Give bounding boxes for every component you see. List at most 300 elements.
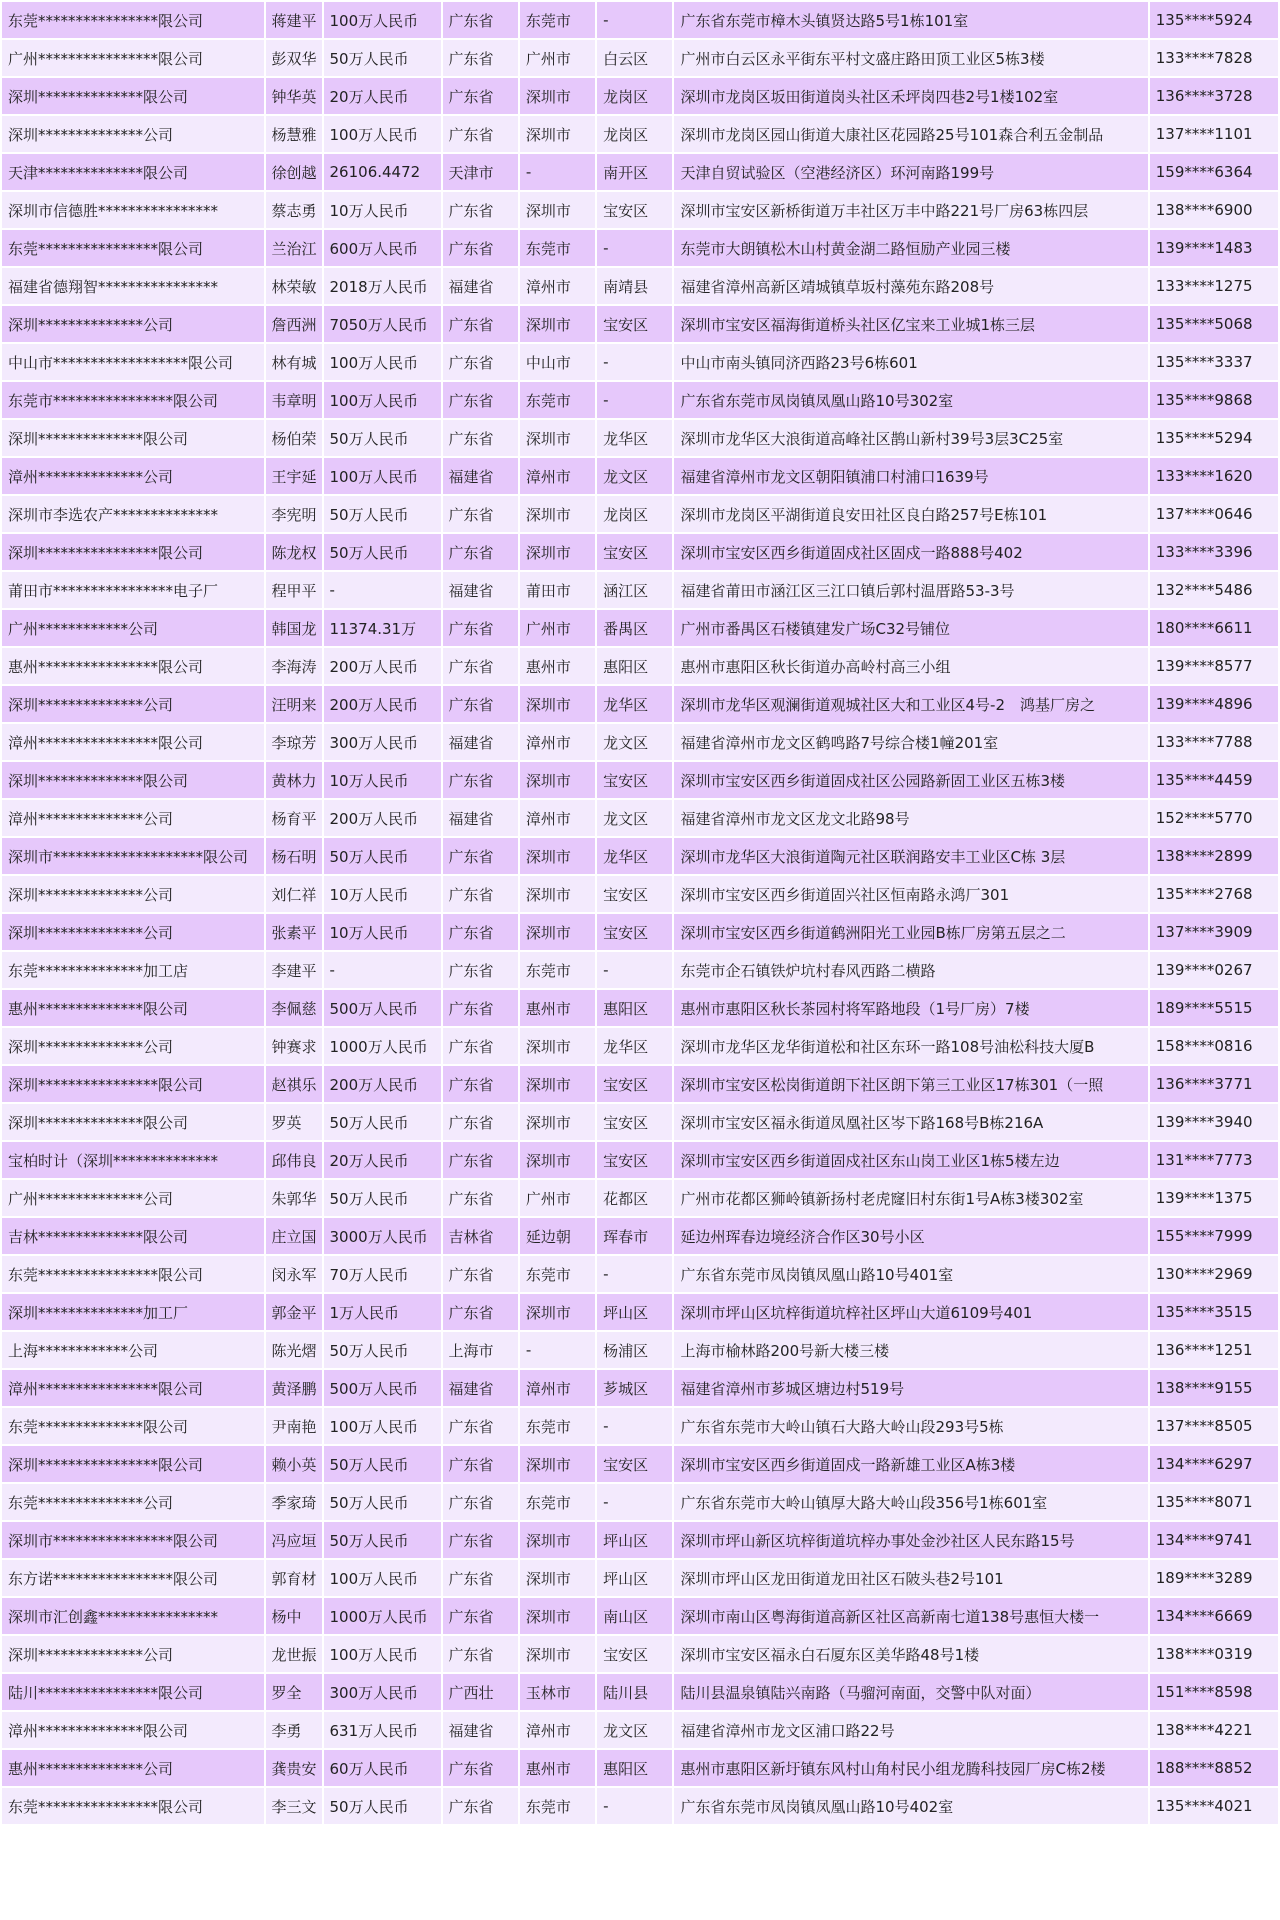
province-cell: 上海市 <box>443 1332 518 1368</box>
table-row <box>2 762 1278 798</box>
company-name-cell: 广州**************公司 <box>2 1180 264 1216</box>
province-cell: 福建省 <box>443 1370 518 1406</box>
legal-person-cell: 郭金平 <box>266 1294 322 1330</box>
city-cell: 延边朝 <box>520 1218 595 1254</box>
district-cell: 宝安区 <box>597 306 672 342</box>
registered-capital-cell: - <box>324 952 441 988</box>
table-row <box>2 1370 1278 1406</box>
company-name-cell: 深圳**************公司 <box>2 1636 264 1672</box>
phone-cell: 137****1101 <box>1150 116 1278 152</box>
district-cell: 龙文区 <box>597 724 672 760</box>
company-name-cell: 深圳****************限公司 <box>2 1066 264 1102</box>
province-cell: 广东省 <box>443 1750 518 1786</box>
registered-capital-cell: 500万人民币 <box>324 990 441 1026</box>
registered-capital-cell: 50万人民币 <box>324 1446 441 1482</box>
company-name-cell: 惠州****************限公司 <box>2 648 264 684</box>
phone-cell: 139****1375 <box>1150 1180 1278 1216</box>
table-row <box>2 1674 1278 1710</box>
district-cell: 宝安区 <box>597 1142 672 1178</box>
table-row <box>2 1560 1278 1596</box>
phone-cell: 139****4896 <box>1150 686 1278 722</box>
registered-capital-cell: 20万人民币 <box>324 78 441 114</box>
table-row <box>2 344 1278 380</box>
province-cell: 天津市 <box>443 154 518 190</box>
city-cell: 漳州市 <box>520 268 595 304</box>
company-name-cell: 陆川****************限公司 <box>2 1674 264 1710</box>
district-cell: 南靖县 <box>597 268 672 304</box>
legal-person-cell: 李勇 <box>266 1712 322 1748</box>
address-cell: 广东省东莞市凤岗镇凤凰山路10号401室 <box>674 1256 1147 1292</box>
address-cell: 东莞市企石镇铁炉坑村春风西路二横路 <box>674 952 1147 988</box>
legal-person-cell: 罗英 <box>266 1104 322 1140</box>
company-name-cell: 吉林**************限公司 <box>2 1218 264 1254</box>
district-cell: - <box>597 1408 672 1444</box>
registered-capital-cell: 100万人民币 <box>324 1408 441 1444</box>
city-cell: 深圳市 <box>520 78 595 114</box>
table-row <box>2 1598 1278 1634</box>
province-cell: 广东省 <box>443 1522 518 1558</box>
legal-person-cell: 林有城 <box>266 344 322 380</box>
legal-person-cell: 邱伟良 <box>266 1142 322 1178</box>
table-row <box>2 230 1278 266</box>
address-cell: 陆川县温泉镇陆兴南路（马骝河南面，交警中队对面） <box>674 1674 1147 1710</box>
province-cell: 广东省 <box>443 2 518 38</box>
city-cell: 深圳市 <box>520 534 595 570</box>
table-row <box>2 1218 1278 1254</box>
company-name-cell: 东方诺****************限公司 <box>2 1560 264 1596</box>
table-row <box>2 1408 1278 1444</box>
city-cell: 深圳市 <box>520 1028 595 1064</box>
company-name-cell: 深圳****************限公司 <box>2 1446 264 1482</box>
province-cell: 广东省 <box>443 648 518 684</box>
company-name-cell: 漳州**************限公司 <box>2 1712 264 1748</box>
address-cell: 深圳市龙岗区平湖街道良安田社区良白路257号E栋101 <box>674 496 1147 532</box>
district-cell: 龙文区 <box>597 1712 672 1748</box>
legal-person-cell: 杨伯荣 <box>266 420 322 456</box>
phone-cell: 133****3396 <box>1150 534 1278 570</box>
legal-person-cell: 王宇延 <box>266 458 322 494</box>
district-cell: 陆川县 <box>597 1674 672 1710</box>
district-cell: 宝安区 <box>597 1104 672 1140</box>
address-cell: 深圳市宝安区西乡街道固兴社区恒南路永鸿厂301 <box>674 876 1147 912</box>
district-cell: 坪山区 <box>597 1294 672 1330</box>
city-cell: 深圳市 <box>520 914 595 950</box>
phone-cell: 134****6297 <box>1150 1446 1278 1482</box>
company-name-cell: 深圳**************公司 <box>2 1028 264 1064</box>
address-cell: 上海市榆林路200号新大楼三楼 <box>674 1332 1147 1368</box>
city-cell: 东莞市 <box>520 382 595 418</box>
phone-cell: 133****7828 <box>1150 40 1278 76</box>
city-cell: 广州市 <box>520 40 595 76</box>
phone-cell: 135****3515 <box>1150 1294 1278 1330</box>
city-cell: 东莞市 <box>520 1484 595 1520</box>
legal-person-cell: 韩国龙 <box>266 610 322 646</box>
legal-person-cell: 韦章明 <box>266 382 322 418</box>
table-row <box>2 876 1278 912</box>
phone-cell: 138****0319 <box>1150 1636 1278 1672</box>
legal-person-cell: 李三文 <box>266 1788 322 1824</box>
phone-cell: 135****9868 <box>1150 382 1278 418</box>
city-cell: 深圳市 <box>520 838 595 874</box>
table-row <box>2 268 1278 304</box>
district-cell: 南山区 <box>597 1598 672 1634</box>
phone-cell: 138****6900 <box>1150 192 1278 228</box>
phone-cell: 130****2969 <box>1150 1256 1278 1292</box>
legal-person-cell: 彭双华 <box>266 40 322 76</box>
table-row <box>2 116 1278 152</box>
phone-cell: 137****3909 <box>1150 914 1278 950</box>
phone-cell: 139****3940 <box>1150 1104 1278 1140</box>
legal-person-cell: 龚贵安 <box>266 1750 322 1786</box>
city-cell: 深圳市 <box>520 496 595 532</box>
phone-cell: 135****8071 <box>1150 1484 1278 1520</box>
company-name-cell: 深圳**************公司 <box>2 686 264 722</box>
phone-cell: 136****1251 <box>1150 1332 1278 1368</box>
table-row <box>2 1142 1278 1178</box>
district-cell: 坪山区 <box>597 1522 672 1558</box>
table-row <box>2 1028 1278 1064</box>
table-row <box>2 572 1278 608</box>
company-name-cell: 深圳**************限公司 <box>2 1104 264 1140</box>
company-name-cell: 深圳市李选农产************** <box>2 496 264 532</box>
registered-capital-cell: 11374.31万 <box>324 610 441 646</box>
legal-person-cell: 蒋建平 <box>266 2 322 38</box>
city-cell: 深圳市 <box>520 686 595 722</box>
table-row <box>2 1180 1278 1216</box>
address-cell: 深圳市龙华区大浪街道陶元社区联润路安丰工业区C栋 3层 <box>674 838 1147 874</box>
company-name-cell: 东莞****************限公司 <box>2 1788 264 1824</box>
company-name-cell: 莆田市****************电子厂 <box>2 572 264 608</box>
company-name-cell: 漳州**************公司 <box>2 800 264 836</box>
city-cell: 漳州市 <box>520 1370 595 1406</box>
legal-person-cell: 季家琦 <box>266 1484 322 1520</box>
legal-person-cell: 庄立国 <box>266 1218 322 1254</box>
district-cell: 龙华区 <box>597 838 672 874</box>
address-cell: 深圳市宝安区福海街道桥头社区亿宝来工业城1栋三层 <box>674 306 1147 342</box>
table-row <box>2 1484 1278 1520</box>
address-cell: 深圳市宝安区新桥街道万丰社区万丰中路221号厂房63栋四层 <box>674 192 1147 228</box>
address-cell: 深圳市宝安区松岗街道朗下社区朗下第三工业区17栋301（一照 <box>674 1066 1147 1102</box>
district-cell: - <box>597 230 672 266</box>
company-name-cell: 漳州****************限公司 <box>2 1370 264 1406</box>
phone-cell: 132****5486 <box>1150 572 1278 608</box>
city-cell: 深圳市 <box>520 306 595 342</box>
company-name-cell: 深圳市********************限公司 <box>2 838 264 874</box>
district-cell: - <box>597 952 672 988</box>
province-cell: 广东省 <box>443 1066 518 1102</box>
registered-capital-cell: 10万人民币 <box>324 914 441 950</box>
company-name-cell: 上海************公司 <box>2 1332 264 1368</box>
province-cell: 广西壮 <box>443 1674 518 1710</box>
province-cell: 广东省 <box>443 1294 518 1330</box>
table-row <box>2 1104 1278 1140</box>
province-cell: 福建省 <box>443 458 518 494</box>
address-cell: 广东省东莞市大岭山镇石大路大岭山段293号5栋 <box>674 1408 1147 1444</box>
address-cell: 深圳市宝安区西乡街道固戍社区东山岗工业区1栋5楼左边 <box>674 1142 1147 1178</box>
legal-person-cell: 杨慧雅 <box>266 116 322 152</box>
legal-person-cell: 冯应垣 <box>266 1522 322 1558</box>
registered-capital-cell: 50万人民币 <box>324 496 441 532</box>
address-cell: 惠州市惠阳区秋长街道办高岭村高三小组 <box>674 648 1147 684</box>
address-cell: 广东省东莞市大岭山镇厚大路大岭山段356号1栋601室 <box>674 1484 1147 1520</box>
city-cell: - <box>520 1332 595 1368</box>
province-cell: 广东省 <box>443 382 518 418</box>
address-cell: 福建省漳州市龙文区龙文北路98号 <box>674 800 1147 836</box>
company-name-cell: 深圳**************加工厂 <box>2 1294 264 1330</box>
address-cell: 深圳市坪山区坑梓街道坑梓社区坪山大道6109号401 <box>674 1294 1147 1330</box>
province-cell: 福建省 <box>443 800 518 836</box>
district-cell: 惠阳区 <box>597 1750 672 1786</box>
registered-capital-cell: 100万人民币 <box>324 116 441 152</box>
legal-person-cell: 黄林力 <box>266 762 322 798</box>
district-cell: 涵江区 <box>597 572 672 608</box>
address-cell: 天津自贸试验区（空港经济区）环河南路199号 <box>674 154 1147 190</box>
phone-cell: 139****8577 <box>1150 648 1278 684</box>
district-cell: 惠阳区 <box>597 990 672 1026</box>
registered-capital-cell: 50万人民币 <box>324 534 441 570</box>
province-cell: 吉林省 <box>443 1218 518 1254</box>
district-cell: 珲春市 <box>597 1218 672 1254</box>
phone-cell: 138****9155 <box>1150 1370 1278 1406</box>
address-cell: 深圳市龙华区龙华街道松和社区东环一路108号油松科技大厦B <box>674 1028 1147 1064</box>
city-cell: 东莞市 <box>520 1408 595 1444</box>
city-cell: 深圳市 <box>520 116 595 152</box>
table-row <box>2 1712 1278 1748</box>
district-cell: - <box>597 2 672 38</box>
legal-person-cell: 钟赛求 <box>266 1028 322 1064</box>
table-row <box>2 1750 1278 1786</box>
registered-capital-cell: 631万人民币 <box>324 1712 441 1748</box>
phone-cell: 155****7999 <box>1150 1218 1278 1254</box>
phone-cell: 138****4221 <box>1150 1712 1278 1748</box>
phone-cell: 134****9741 <box>1150 1522 1278 1558</box>
address-cell: 广州市白云区永平街东平村文盛庄路田顶工业区5栋3楼 <box>674 40 1147 76</box>
registered-capital-cell: 100万人民币 <box>324 1560 441 1596</box>
legal-person-cell: 李琼芳 <box>266 724 322 760</box>
legal-person-cell: 汪明来 <box>266 686 322 722</box>
registered-capital-cell: 50万人民币 <box>324 40 441 76</box>
phone-cell: 159****6364 <box>1150 154 1278 190</box>
legal-person-cell: 林荣敏 <box>266 268 322 304</box>
district-cell: 南开区 <box>597 154 672 190</box>
phone-cell: 180****6611 <box>1150 610 1278 646</box>
province-cell: 广东省 <box>443 762 518 798</box>
phone-cell: 135****5924 <box>1150 2 1278 38</box>
phone-cell: 135****4021 <box>1150 1788 1278 1824</box>
registered-capital-cell: 26106.4472 <box>324 154 441 190</box>
district-cell: 番禺区 <box>597 610 672 646</box>
phone-cell: 134****6669 <box>1150 1598 1278 1634</box>
address-cell: 广州市番禺区石楼镇建发广场C32号铺位 <box>674 610 1147 646</box>
registered-capital-cell: 500万人民币 <box>324 1370 441 1406</box>
address-cell: 深圳市龙岗区园山街道大康社区花园路25号101森合利五金制品 <box>674 116 1147 152</box>
registered-capital-cell: 50万人民币 <box>324 1484 441 1520</box>
province-cell: 广东省 <box>443 1104 518 1140</box>
phone-cell: 139****0267 <box>1150 952 1278 988</box>
city-cell: 玉林市 <box>520 1674 595 1710</box>
address-cell: 深圳市龙华区大浪街道高峰社区鹊山新村39号3层3C25室 <box>674 420 1147 456</box>
legal-person-cell: 陈光熠 <box>266 1332 322 1368</box>
district-cell: - <box>597 1484 672 1520</box>
company-name-cell: 东莞****************限公司 <box>2 1256 264 1292</box>
registered-capital-cell: 50万人民币 <box>324 1788 441 1824</box>
city-cell: 漳州市 <box>520 724 595 760</box>
company-name-cell: 福建省德翔智**************** <box>2 268 264 304</box>
table-row <box>2 610 1278 646</box>
province-cell: 广东省 <box>443 1788 518 1824</box>
legal-person-cell: 李海涛 <box>266 648 322 684</box>
district-cell: 惠阳区 <box>597 648 672 684</box>
registered-capital-cell: 10万人民币 <box>324 192 441 228</box>
district-cell: 龙华区 <box>597 686 672 722</box>
phone-cell: 135****3337 <box>1150 344 1278 380</box>
district-cell: 龙华区 <box>597 420 672 456</box>
province-cell: 广东省 <box>443 534 518 570</box>
phone-cell: 137****0646 <box>1150 496 1278 532</box>
company-name-cell: 深圳**************公司 <box>2 914 264 950</box>
registered-capital-cell: 7050万人民币 <box>324 306 441 342</box>
table-row <box>2 1332 1278 1368</box>
phone-cell: 151****8598 <box>1150 1674 1278 1710</box>
district-cell: 龙华区 <box>597 1028 672 1064</box>
table-row <box>2 686 1278 722</box>
legal-person-cell: 黄泽鹏 <box>266 1370 322 1406</box>
phone-cell: 152****5770 <box>1150 800 1278 836</box>
legal-person-cell: 闵永军 <box>266 1256 322 1292</box>
phone-cell: 136****3771 <box>1150 1066 1278 1102</box>
address-cell: 福建省莆田市涵江区三江口镇后郭村温厝路53-3号 <box>674 572 1147 608</box>
company-name-cell: 深圳**************限公司 <box>2 762 264 798</box>
table-row <box>2 914 1278 950</box>
district-cell: 宝安区 <box>597 1066 672 1102</box>
city-cell: 惠州市 <box>520 648 595 684</box>
district-cell: 宝安区 <box>597 914 672 950</box>
address-cell: 深圳市坪山新区坑梓街道坑梓办事处金沙社区人民东路15号 <box>674 1522 1147 1558</box>
address-cell: 深圳市宝安区福永白石厦东区美华路48号1楼 <box>674 1636 1147 1672</box>
legal-person-cell: 罗全 <box>266 1674 322 1710</box>
registered-capital-cell: 50万人民币 <box>324 1332 441 1368</box>
district-cell: 宝安区 <box>597 762 672 798</box>
district-cell: 龙岗区 <box>597 78 672 114</box>
legal-person-cell: 兰治江 <box>266 230 322 266</box>
province-cell: 广东省 <box>443 1560 518 1596</box>
legal-person-cell: 郭育材 <box>266 1560 322 1596</box>
company-name-cell: 宝柏时计（深圳************** <box>2 1142 264 1178</box>
district-cell: 宝安区 <box>597 1636 672 1672</box>
table-row <box>2 990 1278 1026</box>
phone-cell: 135****4459 <box>1150 762 1278 798</box>
registered-capital-cell: 100万人民币 <box>324 458 441 494</box>
legal-person-cell: 詹西洲 <box>266 306 322 342</box>
district-cell: 宝安区 <box>597 192 672 228</box>
city-cell: 深圳市 <box>520 762 595 798</box>
phone-cell: 135****5068 <box>1150 306 1278 342</box>
phone-cell: 135****2768 <box>1150 876 1278 912</box>
address-cell: 深圳市宝安区西乡街道固戍社区固戍一路888号402 <box>674 534 1147 570</box>
province-cell: 广东省 <box>443 230 518 266</box>
registered-capital-cell: 50万人民币 <box>324 1104 441 1140</box>
phone-cell: 133****1620 <box>1150 458 1278 494</box>
address-cell: 中山市南头镇同济西路23号6栋601 <box>674 344 1147 380</box>
address-cell: 深圳市宝安区西乡街道固戍一路新雄工业区A栋3楼 <box>674 1446 1147 1482</box>
address-cell: 福建省漳州市龙文区浦口路22号 <box>674 1712 1147 1748</box>
table-row <box>2 382 1278 418</box>
address-cell: 深圳市宝安区福永街道凤凰社区岑下路168号B栋216A <box>674 1104 1147 1140</box>
legal-person-cell: 赵祺乐 <box>266 1066 322 1102</box>
province-cell: 广东省 <box>443 1256 518 1292</box>
registered-capital-cell: 50万人民币 <box>324 420 441 456</box>
registered-capital-cell: 1000万人民币 <box>324 1028 441 1064</box>
province-cell: 广东省 <box>443 1446 518 1482</box>
province-cell: 广东省 <box>443 838 518 874</box>
address-cell: 广州市花都区狮岭镇新扬村老虎窿旧村东街1号A栋3楼302室 <box>674 1180 1147 1216</box>
province-cell: 广东省 <box>443 1180 518 1216</box>
province-cell: 福建省 <box>443 268 518 304</box>
phone-cell: 131****7773 <box>1150 1142 1278 1178</box>
phone-cell: 189****5515 <box>1150 990 1278 1026</box>
table-row <box>2 2 1278 38</box>
address-cell: 广东省东莞市樟木头镇贤达路5号1栋101室 <box>674 2 1147 38</box>
legal-person-cell: 钟华英 <box>266 78 322 114</box>
registered-capital-cell: 50万人民币 <box>324 1180 441 1216</box>
table-row <box>2 534 1278 570</box>
company-name-cell: 广州************公司 <box>2 610 264 646</box>
table-row <box>2 724 1278 760</box>
city-cell: 深圳市 <box>520 1104 595 1140</box>
legal-person-cell: 尹南艳 <box>266 1408 322 1444</box>
registered-capital-cell: 200万人民币 <box>324 800 441 836</box>
address-cell: 福建省漳州市龙文区朝阳镇浦口村浦口1639号 <box>674 458 1147 494</box>
company-name-cell: 东莞****************限公司 <box>2 230 264 266</box>
company-name-cell: 广州****************限公司 <box>2 40 264 76</box>
company-name-cell: 深圳**************限公司 <box>2 78 264 114</box>
city-cell: 漳州市 <box>520 800 595 836</box>
district-cell: - <box>597 1788 672 1824</box>
company-name-cell: 漳州**************公司 <box>2 458 264 494</box>
city-cell: 深圳市 <box>520 1446 595 1482</box>
registered-capital-cell: 50万人民币 <box>324 1522 441 1558</box>
phone-cell: 133****1275 <box>1150 268 1278 304</box>
address-cell: 东莞市大朗镇松木山村黄金湖二路恒励产业园三楼 <box>674 230 1147 266</box>
legal-person-cell: 刘仁祥 <box>266 876 322 912</box>
company-name-cell: 深圳市****************限公司 <box>2 1522 264 1558</box>
province-cell: 广东省 <box>443 610 518 646</box>
legal-person-cell: 赖小英 <box>266 1446 322 1482</box>
company-name-cell: 深圳市汇创鑫**************** <box>2 1598 264 1634</box>
address-cell: 深圳市南山区粤海街道高新区社区高新南七道138号惠恒大楼一 <box>674 1598 1147 1634</box>
province-cell: 广东省 <box>443 344 518 380</box>
table-row <box>2 1788 1278 1824</box>
address-cell: 惠州市惠阳区新圩镇东风村山角村民小组龙腾科技园厂房C栋2楼 <box>674 1750 1147 1786</box>
address-cell: 惠州市惠阳区秋长茶园村将军路地段（1号厂房）7楼 <box>674 990 1147 1026</box>
address-cell: 深圳市龙岗区坂田街道岗头社区禾坪岗四巷2号1楼102室 <box>674 78 1147 114</box>
registered-capital-cell: 100万人民币 <box>324 344 441 380</box>
address-cell: 福建省漳州高新区靖城镇草坂村藻苑东路208号 <box>674 268 1147 304</box>
company-name-cell: 东莞****************限公司 <box>2 2 264 38</box>
province-cell: 广东省 <box>443 1142 518 1178</box>
province-cell: 广东省 <box>443 1408 518 1444</box>
registered-capital-cell: 60万人民币 <box>324 1750 441 1786</box>
registered-capital-cell: 1000万人民币 <box>324 1598 441 1634</box>
city-cell: 深圳市 <box>520 1294 595 1330</box>
table-row <box>2 306 1278 342</box>
phone-cell: 158****0816 <box>1150 1028 1278 1064</box>
table-row <box>2 78 1278 114</box>
registered-capital-cell: 200万人民币 <box>324 1066 441 1102</box>
phone-cell: 138****2899 <box>1150 838 1278 874</box>
province-cell: 广东省 <box>443 1028 518 1064</box>
table-row <box>2 192 1278 228</box>
